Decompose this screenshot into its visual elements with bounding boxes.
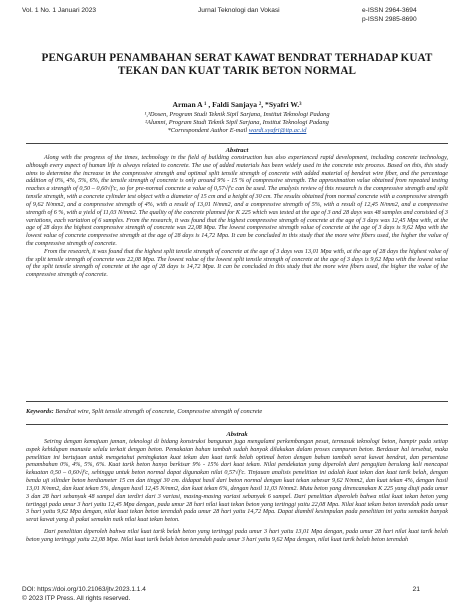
corresponding-label: *Correspondent Author E-mail	[167, 127, 248, 135]
abstract-paragraph-1: Along with the progress of the times, technology in the field of building construction has also experienced rapid development, including concrete technology, although every aspect of human life is always related to concrete. The use of added materials has been widely used in the concrete mix process. Based on this, this study aims to determine the increase in the compressive strength and optimal split tensile strength of concrete with added material of bendrat wire fiber, and the percentage addition of 0%, 4%, 5%, 6%, the tensile strength of concrete is only around 9% - 15 % of compressive strength. The approximation value obtained from repeated testing reaches a strength of 0,50 – 0,60√f'c, so for pre-normal concrete a value of 0,57√f'c can be used. The analysis review of this research is the compressive strength and split tensile strength, with a concrete cylinder test object with a diameter of 15 cm and a height of 30 cm. The results obtained from normal concrete with a compressive strength of 9,62 N/mm2, and a compressive strength of 4%, with a result of 13,01 N/mm2, and a compressive strength of 5%, with a result of 12,45 N/mm2, and a compressive strength of 6 %, with a yield of 11,03 N/mm2. The quality of the concrete planned for K 225 which was tested at the age of 3 and 28 days was 48 samples and consisted of 3 variations, each variation of 6 samples. From the research, it was found that the highest compressive strength of concrete at the age of 3 days was 12,45 Mpa with, at the age of 28 days the highest compressive strength of concrete was 22,08 Mpa. The lowest compressive strength value of concrete at the age of 3 days is 9,62 Mpa with the lowest value of concrete compressive strength at the age of 28 days is 14,72 Mpa. It can be concluded in this study that the more wire fibers used, the higher the value of the compressive strength of concrete.	[26, 155, 448, 247]
abstrak-body	[26, 439, 448, 545]
corresponding-email[interactable]: wardi.syafri@itp.ac.id	[248, 127, 307, 135]
affiliation-1: ¹,³Dosen, Program Studi Teknik Sipil Sarjana, Institut Teknologi Padang	[144, 111, 330, 118]
footer-doi[interactable]: DOI: https://doi.org/10.21063/jtv.2023.1.1.4	[22, 586, 146, 593]
abstrak-paragraph-2: Dari penelitian diperoleh bahwa nilai kuat tarik belah beton yang tertinggi pada umur 3 hari yaitu 13,01 Mpa dengan, pada umur 28 hari nilai kuat tarik belah beton yang tertinggi yaitu 22,08 Mpa. Nilai kuat tarik belah beton terendah pada umur 3 hari yaitu 9,62 Mpa dengan, nilai kuat tarik belah beton terendah	[26, 528, 448, 543]
abstrak-top-rule	[26, 424, 448, 425]
header-eissn: e-ISSN 2964-3694	[362, 7, 417, 14]
abstract-paragraph-2: From the research, it was found that the highest split tensile strength of concrete at the age of 3 days was 13,01 Mpa with, at the age of 28 days the highest value of the split tensile strength of concrete was 22,08 Mpa. The lowest value of the lowest split tensile strength of concrete at the age of 3 days is 9,62 Mpa with the lowest value of the split tensile strength of concrete at the age of 28 days is 14,72 Mpa. It can be concluded in this study that the more wire fibers used, the higher the value of the compressive strength of concrete.	[26, 248, 448, 279]
header-pissn: p-ISSN 2985-8690	[362, 15, 417, 23]
author-list: Arman A ¹ , Faldi Sanjaya ², *Syafri W.³	[172, 100, 302, 109]
header-issn	[362, 7, 452, 24]
abstract-bottom-rule	[26, 401, 448, 402]
footer	[22, 586, 146, 603]
abstract-heading: Abstract	[225, 147, 249, 154]
abstract-body	[26, 155, 448, 280]
affiliation-2: ²Alumni, Program Studi Teknik Sipil Sarjana, Institut Teknologi Padang	[145, 119, 329, 127]
abstrak-paragraph-1: Seiring dengan kemajuan jaman, teknologi di bidang konstruksi bangunan juga mengalami perkembangan pesat, termasuk teknologi beton, hampir pada setiap aspek kehidupan manusia selalu terkait dengan beton. Pemakaian bahan tambah sudah banyak dilakukan dalam proses campuran beton. Berdasar hal tersebut, maka penelitian ini bertujuan untuk mengetahui peningkatan kuat tekan dan kuat tarik belah optimal beton dengan bahan tambah serat kawat bendrat, dan persentase penambahan 0%, 4%, 5%, 6%. Kuat tarik beton hanya berkisar 9% - 15% dari kuat tekan. Nilai pendekatan yang diperoleh dari pengujian berulang kali mencapai kekuatan 0,50 – 0,60√f'c, sehingga untuk beton normal dapat digunakan nilai 0,57√f'c. Tinjauan analisis penelitian ini adalah kuat tekan dan kuat tarik belah, dengan benda uji silinder beton berdiameter 15 cm dan tinggi 30 cm. didapat hasil dari beton normal dengan kuat tekan sebesar 9,62 N/mm2, dan kuat tekan 4%, dengan hasil 13,01 N/mm2, dan kuat tekan 5%, dengan hasil 12,45 N/mm2, dan kuat tekan 6%, dengan hasil 11,03 N/mm2. Mutu beton yang direncanakan K 225 yang diuji pada umur 3 dan 28 hari sebanyak 48 sampel dan terdiri dari 3 variasi, masing-masing variasi sebanyak 6 sampel. Dari penelitian diperoleh bahwa nilai kuat tekan beton yang tertinggi pada umur 3 hari yaitu 12,45 Mpa dengan, pada umur 28 hari nilai kuat tekan beton yang tertinggi yaitu 22,08 Mpa. Nilai kuat tekan beton terendah pada umur 3 hari yaitu 9,62 Mpa dengan, nilai kuat tekan beton terendah pada umur 28 hari yaitu 14,72 Mpa. Dapat diambil kesimpulan pada penelitian ini yaitu semakin banyak serat kawat yang di pakai semakin naik nilai kuat tekan beton.	[26, 439, 448, 524]
keywords-line	[26, 408, 448, 415]
header-volume: Vol. 1 No. 1 Januari 2023	[22, 7, 97, 14]
header-journal: Jurnal Teknologi dan Vokasi	[198, 7, 280, 14]
keywords-label: Keywords:	[26, 408, 54, 415]
corresponding-author	[40, 127, 434, 135]
keywords-text: Bendrat wire, Split tensile strength of concrete, Compressive strength of concrete	[55, 408, 263, 415]
abstract-top-rule	[26, 143, 448, 144]
page-number: 21	[412, 586, 420, 593]
footer-copyright: © 2023 ITP Press. All rights reserved.	[22, 594, 131, 602]
abstrak-heading: Abstrak	[226, 431, 248, 438]
affiliations	[40, 111, 434, 136]
paper-title: PENGARUH PENAMBAHAN SERAT KAWAT BENDRAT TERHADAP KUAT TEKAN DAN KUAT TARIK BETON NORMAL	[41, 52, 433, 77]
